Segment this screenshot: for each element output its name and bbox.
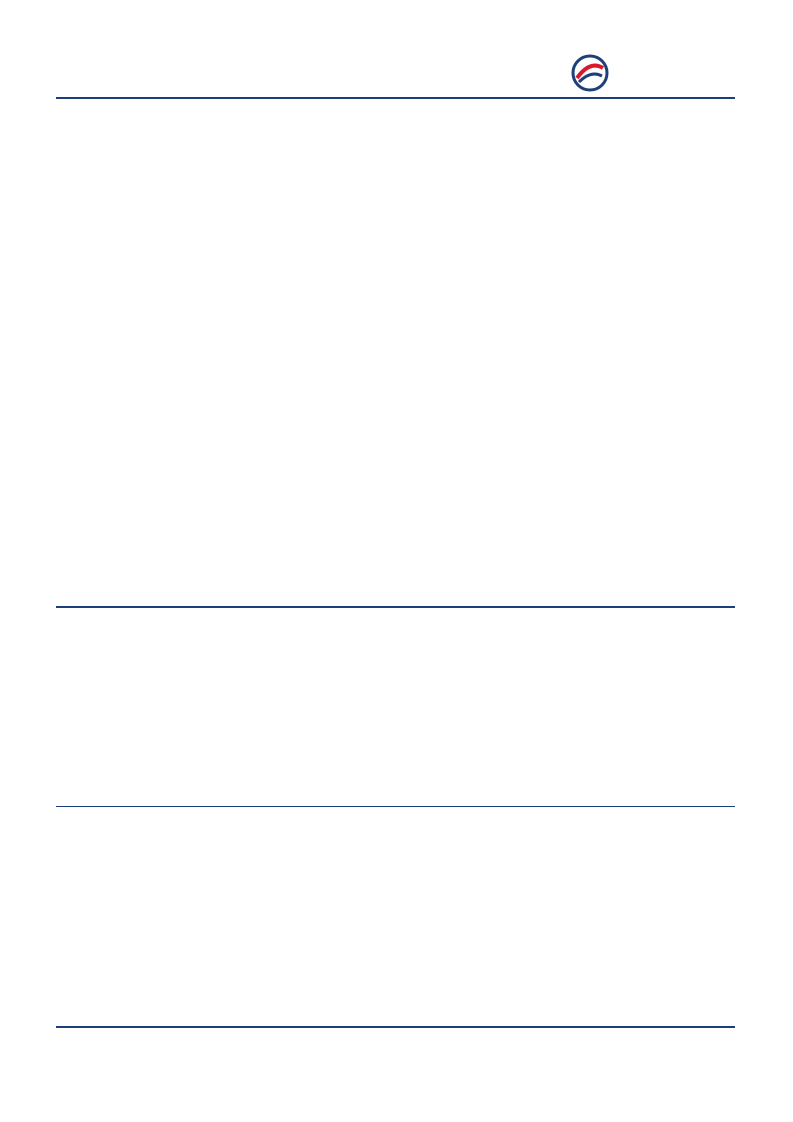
header-divider — [56, 97, 735, 99]
footer-divider — [56, 1026, 735, 1028]
figure-bottom-rule — [56, 806, 735, 807]
figure-charts — [56, 612, 736, 804]
figure-top-rule — [56, 606, 735, 608]
company-logo-icon — [571, 54, 609, 92]
